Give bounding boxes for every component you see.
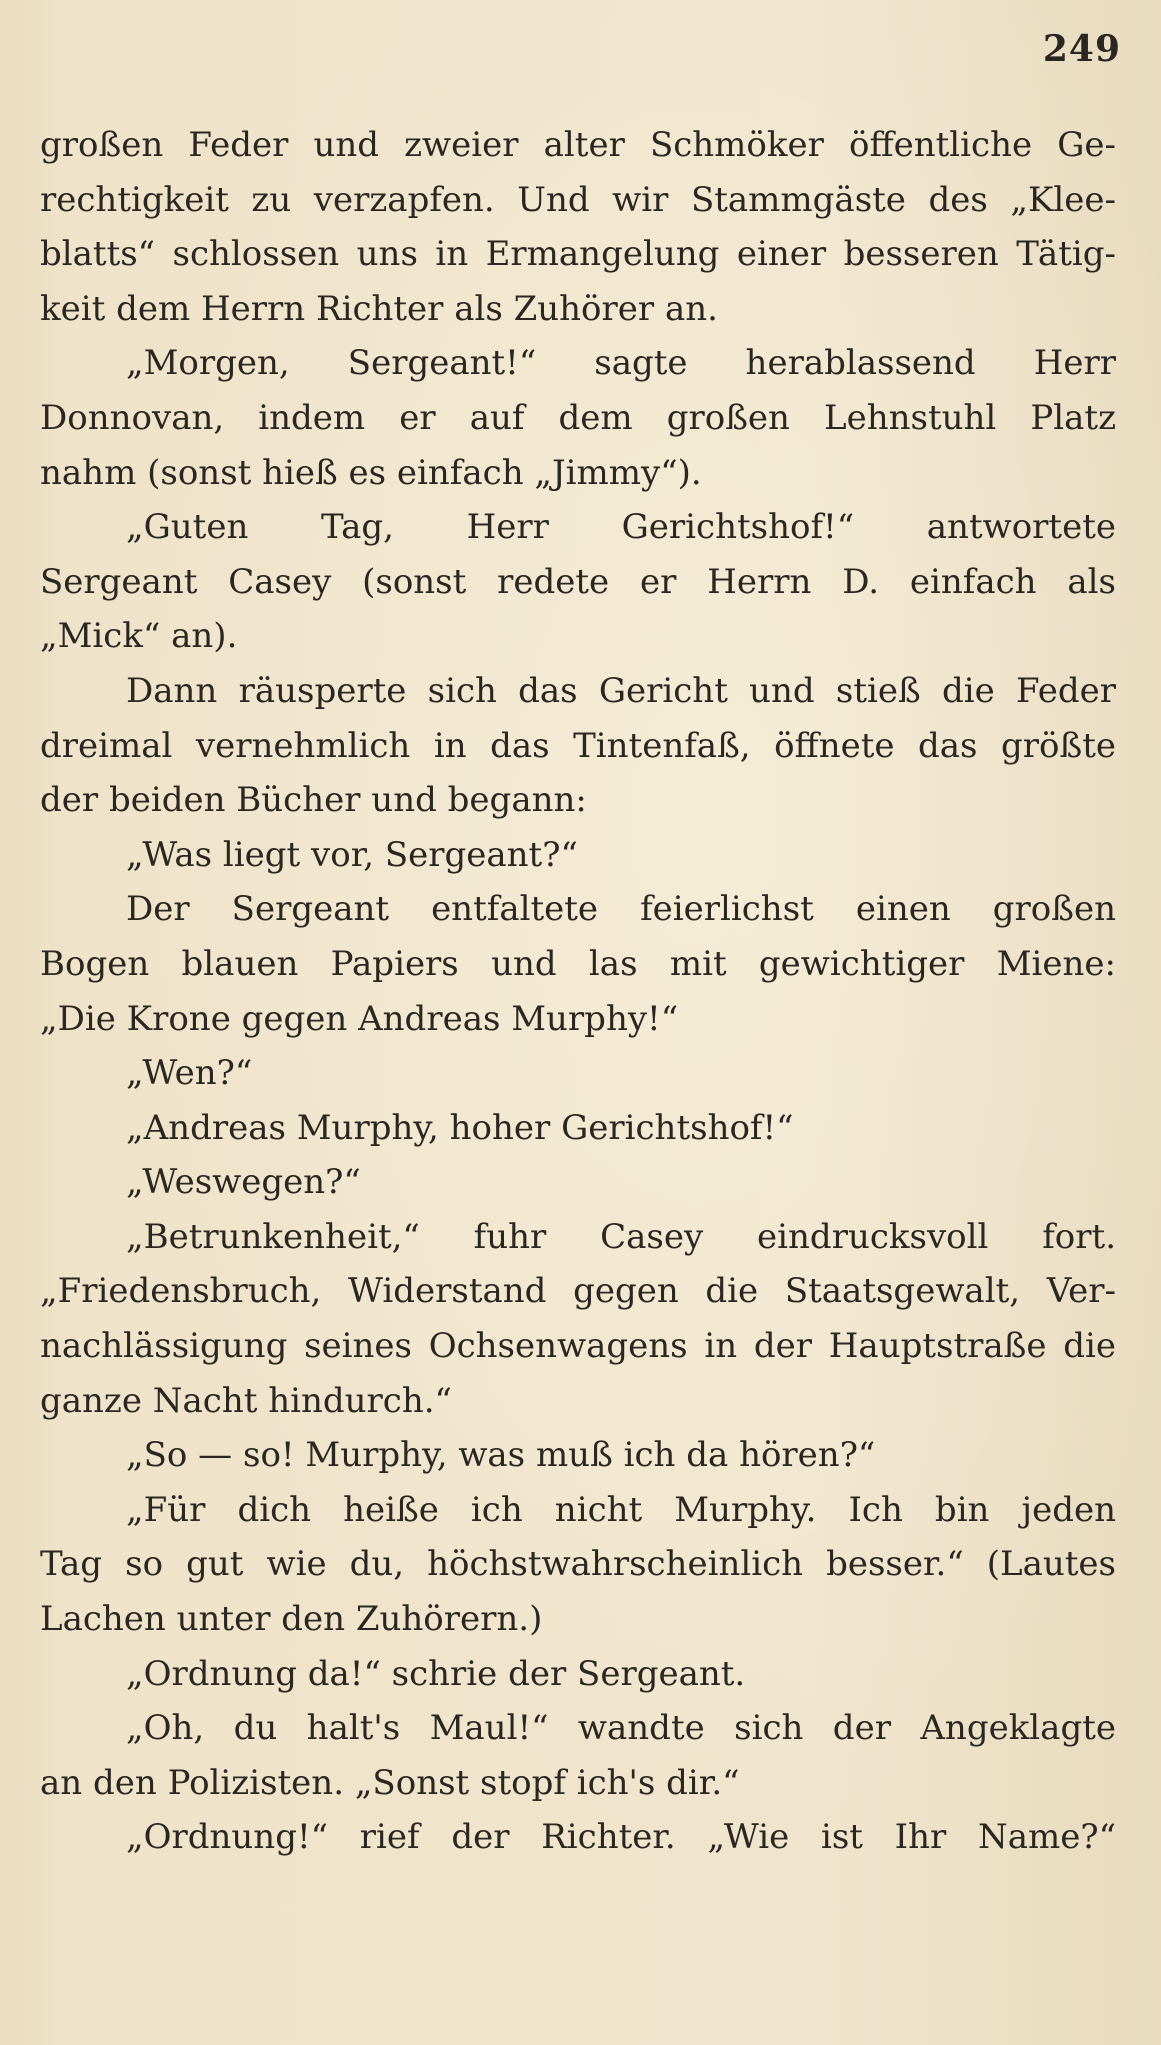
text-line: „Die Krone gegen Andreas Murphy!“ — [40, 998, 679, 1039]
text-line: nachlässigung seines Ochsenwagens in der Hauptstraße die — [40, 1326, 1116, 1367]
text-line: Tag so gut wie du, höchstwahrscheinlich besser.“ (Lautes — [40, 1544, 1116, 1585]
text-line: „Weswegen?“ — [126, 1162, 361, 1203]
text-line: „Andreas Murphy, hoher Gerichtshof!“ — [126, 1107, 794, 1148]
text-line: nahm (sonst hieß es einfach „Jimmy“). — [40, 452, 702, 493]
text-line: der beiden Bücher und begann: — [40, 780, 587, 821]
text-line: ganze Nacht hindurch.“ — [40, 1380, 452, 1421]
text-line: Bogen blauen Papiers und las mit gewichtiger Miene: — [40, 943, 1116, 984]
text-line: „Betrunkenheit,“ fuhr Casey eindrucksvoll fort. — [126, 1216, 1116, 1257]
text-line: Dann räusperte sich das Gericht und stieß die Feder — [126, 670, 1116, 711]
text-line: „Oh, du halt's Maul!“ wandte sich der Angeklagte — [126, 1708, 1116, 1749]
text-line: „Ordnung!“ rief der Richter. „Wie ist Ihr Name?“ — [126, 1817, 1116, 1858]
text-line: „So — so! Murphy, was muß ich da hören?“ — [126, 1435, 876, 1476]
text-line: blatts“ schlossen uns in Ermangelung einer besseren Tätig- — [40, 234, 1116, 275]
text-line: „Guten Tag, Herr Gerichtshof!“ antwortete — [126, 507, 1116, 548]
text-line: rechtigkeit zu verzapfen. Und wir Stammgäste des „Klee- — [40, 179, 1116, 220]
body-text — [40, 118, 1116, 1865]
text-line: „Wen?“ — [126, 1053, 253, 1094]
text-line: „Ordnung da!“ schrie der Sergeant. — [126, 1653, 746, 1694]
text-line: „Friedensbruch, Widerstand gegen die Staatsgewalt, Ver- — [40, 1271, 1116, 1312]
text-line: Donnovan, indem er auf dem großen Lehnstuhl Platz — [40, 397, 1116, 438]
text-line: keit dem Herrn Richter als Zuhörer an. — [40, 288, 718, 329]
text-line: an den Polizisten. „Sonst stopf ich's dir.“ — [40, 1762, 740, 1803]
text-line: „Mick“ an). — [40, 616, 238, 657]
text-line: „Was liegt vor, Sergeant?“ — [126, 834, 578, 875]
text-line: großen Feder und zweier alter Schmöker öffentliche Ge- — [40, 125, 1116, 165]
text-line: dreimal vernehmlich in das Tintenfaß, öffnete das größte — [40, 725, 1116, 766]
text-line: „Morgen, Sergeant!“ sagte herablassend Herr — [126, 343, 1116, 384]
text-line: „Für dich heiße ich nicht Murphy. Ich bin jeden — [126, 1489, 1116, 1530]
text-line: Lachen unter den Zuhörern.) — [40, 1599, 543, 1640]
page-number: 249 — [1042, 28, 1121, 70]
text-line: Der Sergeant entfaltete feierlichst einen großen — [126, 889, 1116, 930]
text-line: Sergeant Casey (sonst redete er Herrn D. einfach als — [40, 561, 1116, 602]
